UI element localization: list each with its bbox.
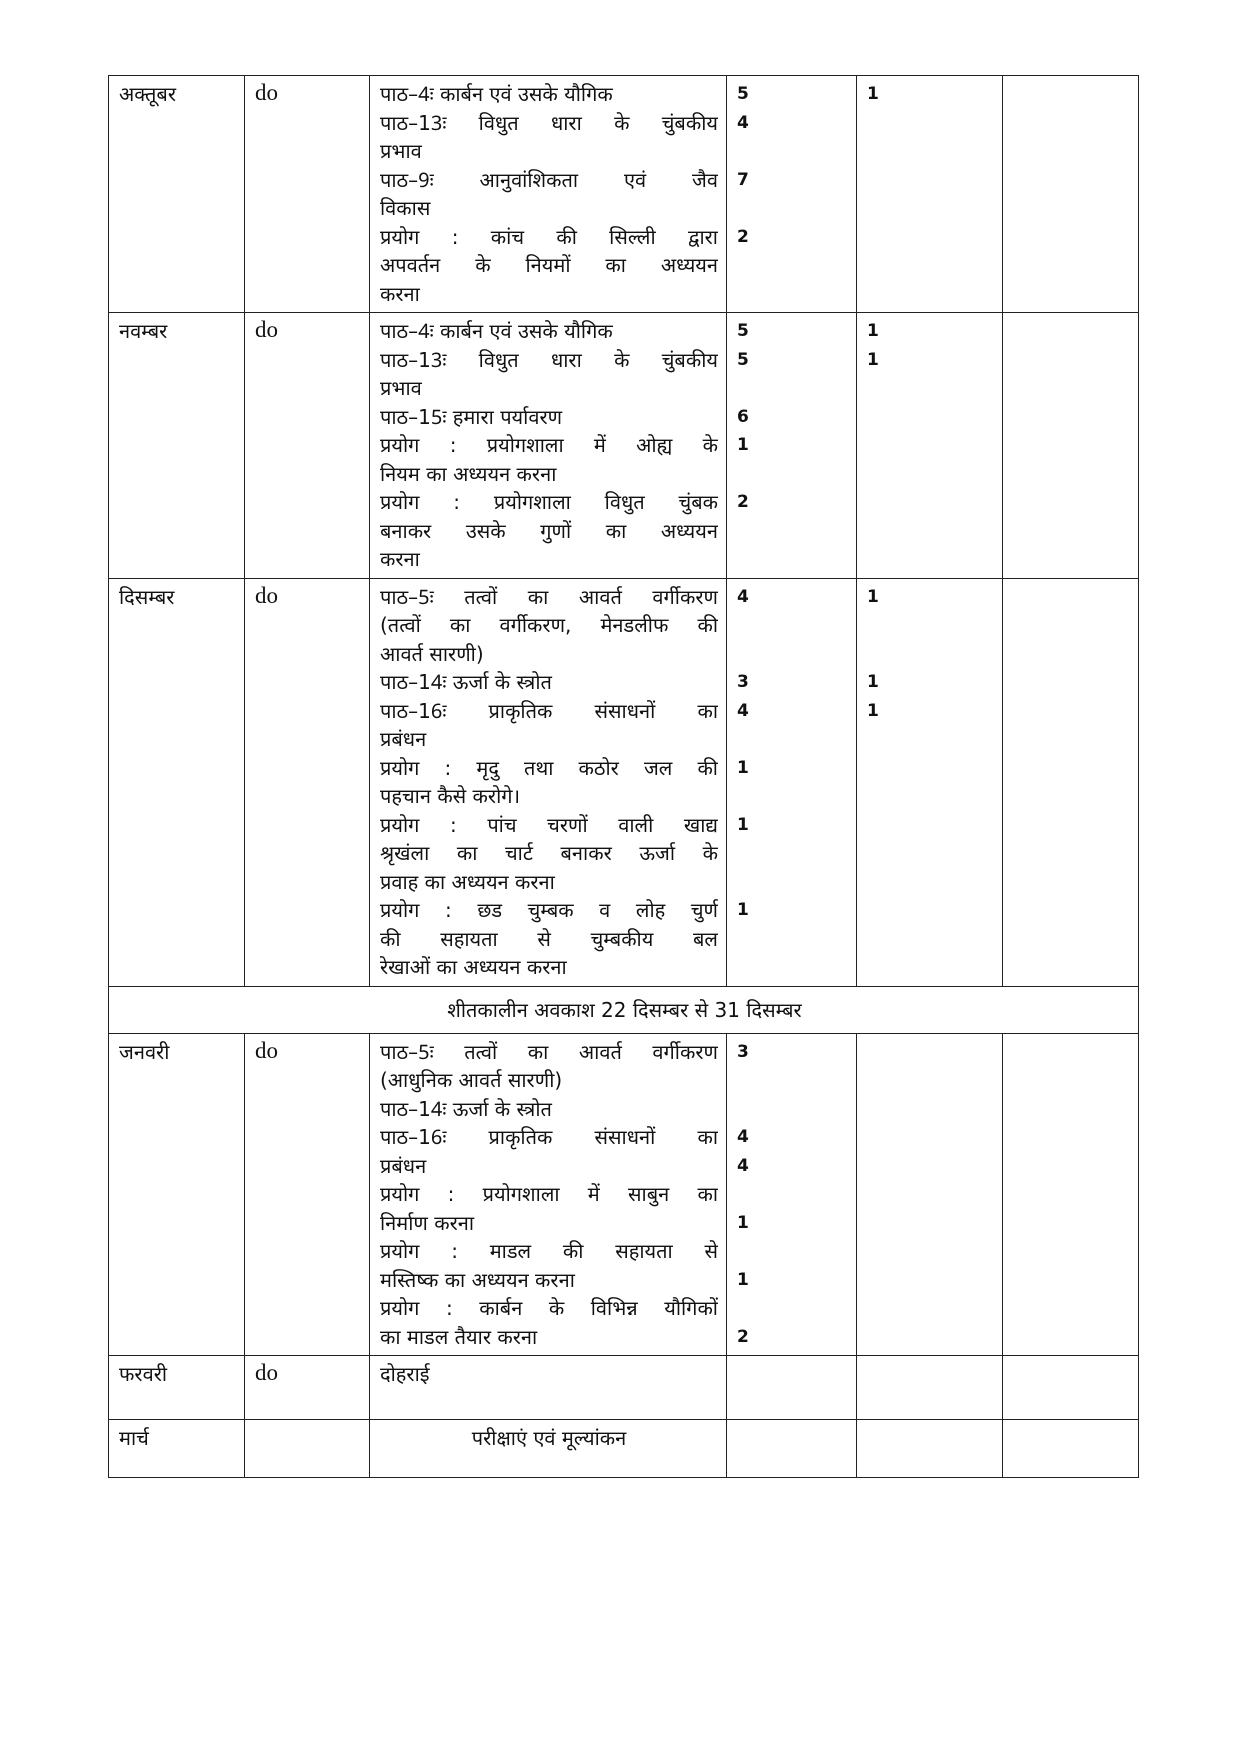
- month-cell: [109, 1033, 245, 1356]
- month-cell: [109, 1356, 245, 1420]
- periods-cell: [727, 76, 857, 313]
- content-line: आवर्त सारणी): [380, 641, 484, 666]
- period-count: [737, 1294, 848, 1323]
- period-count: 4: [737, 112, 749, 133]
- content-cell: [370, 1356, 727, 1420]
- content-cell: [370, 1420, 727, 1478]
- period-count: 3: [737, 672, 749, 692]
- period-count: 4: [737, 700, 749, 721]
- table-row: [109, 76, 1139, 313]
- assessment-count: [867, 1095, 994, 1124]
- content-line: प्रयोग : छड चुम्बक व लोह चुर्ण: [380, 898, 718, 922]
- periods-cell: [727, 1356, 857, 1420]
- assessment-count: 1: [867, 586, 879, 607]
- do-cell: [245, 76, 370, 313]
- content-line: पाठ–5ः तत्वों का आवर्त वर्गीकरण: [380, 1039, 718, 1064]
- content-line: प्रयोग : कांच की सिल्ली द्वारा: [380, 224, 718, 249]
- content-text: दोहराई: [380, 1362, 430, 1386]
- assessment-count: 1: [867, 700, 879, 721]
- period-count: [737, 611, 848, 640]
- period-count: 5: [737, 321, 749, 341]
- content-line: प्रयोग : माडल की सहायता से: [380, 1239, 718, 1263]
- periods-cell: [727, 1420, 857, 1478]
- month-cell: [109, 76, 245, 313]
- period-count: [737, 545, 848, 574]
- holiday-row: [109, 986, 1139, 1033]
- table-row: [109, 1356, 1139, 1420]
- content-line: बनाकर उसके गुणों का अध्ययन: [380, 518, 718, 543]
- do-label: do: [255, 1037, 278, 1063]
- assessment-count: [867, 166, 994, 195]
- table-row: [109, 313, 1139, 579]
- assessment-count: [867, 1180, 994, 1209]
- content-line: रेखाओं का अध्ययन करना: [380, 955, 567, 979]
- table-row: [109, 1033, 1139, 1356]
- period-count: [737, 640, 848, 669]
- assessment-count: [867, 640, 994, 669]
- period-count: 1: [737, 1269, 749, 1290]
- content-line: प्रयोग : मृदु तथा कठोर जल की: [380, 755, 718, 780]
- period-count: 4: [737, 1127, 749, 1147]
- content-line: पाठ–16ः प्राकृतिक संसाधनों का: [380, 1125, 718, 1149]
- table-row: [109, 578, 1139, 986]
- period-count: 7: [737, 169, 749, 190]
- assessment-count: [867, 1038, 994, 1067]
- assessment-count: [867, 137, 994, 166]
- do-cell: [245, 1420, 370, 1478]
- content-line: करना: [380, 547, 420, 571]
- content-line: प्रवाह का अध्ययन करना: [380, 869, 555, 894]
- content-line: निर्माण करना: [380, 1210, 475, 1235]
- assessment-count: [867, 1323, 994, 1352]
- content-cell: [370, 578, 727, 986]
- content-line: प्रभाव: [380, 376, 422, 400]
- month-cell: [109, 313, 245, 579]
- assessment-count: 1: [867, 349, 879, 370]
- content-line: पाठ–13ः विधुत धारा के चुंबकीय: [380, 110, 718, 135]
- month-label: मार्च: [119, 1426, 149, 1450]
- period-count: [737, 953, 848, 982]
- month-label: नवम्बर: [119, 319, 168, 343]
- periods-cell: [727, 313, 857, 579]
- assessment-count: [867, 754, 994, 783]
- content-line: पाठ–4ः कार्बन एवं उसके यौगिक: [380, 319, 613, 343]
- holiday-notice: शीतकालीन अवकाश 22 दिसम्बर से 31 दिसम्बर: [109, 986, 1139, 1033]
- content-line: पाठ–4ः कार्बन एवं उसके यौगिक: [380, 82, 613, 106]
- content-line: पाठ–16ः प्राकृतिक संसाधनों का: [380, 698, 718, 723]
- assessment-count: [867, 782, 994, 811]
- remarks-cell: [1003, 1420, 1139, 1478]
- assessment-count: [867, 460, 994, 489]
- assessment-count: [867, 1123, 994, 1152]
- do-cell: [245, 578, 370, 986]
- assessment-count: [867, 1152, 994, 1181]
- assessment-count: [867, 896, 994, 925]
- assessment-count: [867, 1266, 994, 1295]
- assessment-count: [867, 223, 994, 252]
- remarks-cell: [1003, 1033, 1139, 1356]
- assessment-count: [867, 109, 994, 138]
- month-label: फरवरी: [119, 1362, 168, 1386]
- period-count: [737, 868, 848, 897]
- content-line: का माडल तैयार करना: [380, 1324, 538, 1349]
- periods-cell: [727, 578, 857, 986]
- assessment-count: [867, 868, 994, 897]
- assessment-count: [867, 194, 994, 223]
- content-line: मस्तिष्क का अध्ययन करना: [380, 1267, 575, 1292]
- period-count: 1: [737, 757, 749, 778]
- assessment-count: [867, 431, 994, 460]
- period-count: [737, 460, 848, 489]
- period-count: [737, 925, 848, 954]
- do-label: do: [255, 317, 278, 342]
- assessment-count: [867, 517, 994, 546]
- period-count: [737, 194, 848, 223]
- remarks-cell: [1003, 1356, 1139, 1420]
- content-line: श्रृखंला का चार्ट बनाकर ऊर्जा के: [380, 841, 718, 865]
- assessment-cell: [857, 313, 1003, 579]
- assessment-count: [867, 488, 994, 517]
- assessment-count: 1: [867, 672, 879, 692]
- do-label: do: [255, 582, 278, 608]
- content-line: प्रबंधन: [380, 1153, 427, 1178]
- period-count: [737, 517, 848, 546]
- period-count: [737, 137, 848, 166]
- content-text: परीक्षाएं एवं मूल्यांकन: [471, 1426, 627, 1450]
- month-cell: [109, 1420, 245, 1478]
- content-line: अपवर्तन के नियमों का अध्ययन: [380, 253, 718, 277]
- do-cell: [245, 1033, 370, 1356]
- content-cell: [370, 1033, 727, 1356]
- period-count: 2: [737, 226, 749, 247]
- period-count: [737, 251, 848, 280]
- content-line: प्रबंधन: [380, 727, 427, 751]
- assessment-count: [867, 811, 994, 840]
- period-count: [737, 782, 848, 811]
- content-line: (आधुनिक आवर्त सारणी): [380, 1068, 563, 1092]
- assessment-count: [867, 403, 994, 432]
- assessment-cell: [857, 578, 1003, 986]
- period-count: [737, 725, 848, 754]
- content-line: प्रयोग : पांच चरणों वाली खाद्य: [380, 812, 718, 837]
- content-line: पाठ–5ः तत्वों का आवर्त वर्गीकरण: [380, 584, 718, 609]
- assessment-count: [867, 374, 994, 403]
- assessment-count: [867, 1066, 994, 1095]
- do-cell: [245, 1356, 370, 1420]
- content-line: प्रयोग : प्रयोगशाला में साबुन का: [380, 1182, 718, 1206]
- assessment-count: 1: [867, 321, 879, 341]
- syllabus-table: [108, 75, 1139, 1478]
- month-label: दिसम्बर: [119, 584, 175, 609]
- do-label: do: [255, 80, 278, 105]
- content-line: प्रयोग : प्रयोगशाला में ओह्य के: [380, 433, 718, 457]
- assessment-count: [867, 839, 994, 868]
- period-count: 1: [737, 814, 749, 835]
- content-line: विकास: [380, 196, 431, 220]
- periods-cell: [727, 1033, 857, 1356]
- assessment-count: [867, 1237, 994, 1266]
- content-line: नियम का अध्ययन करना: [380, 461, 557, 486]
- do-cell: [245, 313, 370, 579]
- assessment-count: [867, 925, 994, 954]
- period-count: 4: [737, 586, 749, 607]
- assessment-cell: [857, 1420, 1003, 1478]
- assessment-count: [867, 1209, 994, 1238]
- assessment-count: [867, 251, 994, 280]
- content-line: (तत्वों का वर्गीकरण, मेनडलीफ की: [380, 613, 718, 637]
- assessment-count: [867, 953, 994, 982]
- content-line: प्रयोग : प्रयोगशाला विधुत चुंबक: [380, 490, 718, 514]
- assessment-cell: [857, 1033, 1003, 1356]
- period-count: [737, 839, 848, 868]
- content-line: प्रयोग : कार्बन के विभिन्न यौगिकों: [380, 1296, 718, 1320]
- content-line: की सहायता से चुम्बकीय बल: [380, 926, 718, 951]
- content-line: प्रभाव: [380, 139, 422, 163]
- remarks-cell: [1003, 313, 1139, 579]
- assessment-count: [867, 280, 994, 309]
- content-line: पाठ–15ः हमारा पर्यावरण: [380, 404, 563, 429]
- assessment-cell: [857, 76, 1003, 313]
- month-cell: [109, 578, 245, 986]
- assessment-count: [867, 1294, 994, 1323]
- assessment-count: 1: [867, 84, 879, 104]
- content-cell: [370, 76, 727, 313]
- assessment-count: [867, 725, 994, 754]
- period-count: 1: [737, 900, 749, 920]
- table-row: [109, 1420, 1139, 1478]
- content-line: पाठ–14ः ऊर्जा के स्त्रोत: [380, 1096, 552, 1121]
- period-count: [737, 1095, 848, 1124]
- assessment-cell: [857, 1356, 1003, 1420]
- period-count: [737, 1237, 848, 1266]
- remarks-cell: [1003, 76, 1139, 313]
- period-count: 6: [737, 406, 749, 427]
- content-line: पाठ–14ः ऊर्जा के स्त्रोत: [380, 670, 552, 694]
- content-line: पाठ–13ः विधुत धारा के चुंबकीय: [380, 347, 718, 372]
- period-count: 1: [737, 435, 749, 455]
- content-cell: [370, 313, 727, 579]
- month-label: जनवरी: [119, 1039, 170, 1064]
- period-count: [737, 374, 848, 403]
- do-label: do: [255, 1360, 278, 1385]
- content-line: पाठ–9ः आनुवांशिकता एवं जैव: [380, 167, 718, 192]
- assessment-count: [867, 611, 994, 640]
- period-count: 2: [737, 1326, 749, 1347]
- period-count: [737, 1180, 848, 1209]
- remarks-cell: [1003, 578, 1139, 986]
- month-label: अक्तूबर: [119, 82, 176, 106]
- period-count: 4: [737, 1155, 749, 1176]
- content-line: करना: [380, 281, 420, 306]
- period-count: 3: [737, 1041, 749, 1062]
- period-count: 1: [737, 1212, 749, 1233]
- assessment-count: [867, 545, 994, 574]
- period-count: 5: [737, 349, 749, 370]
- period-count: [737, 280, 848, 309]
- period-count: 2: [737, 492, 749, 512]
- period-count: [737, 1066, 848, 1095]
- content-line: पहचान कैसे करोगे।: [380, 784, 521, 808]
- period-count: 5: [737, 84, 749, 104]
